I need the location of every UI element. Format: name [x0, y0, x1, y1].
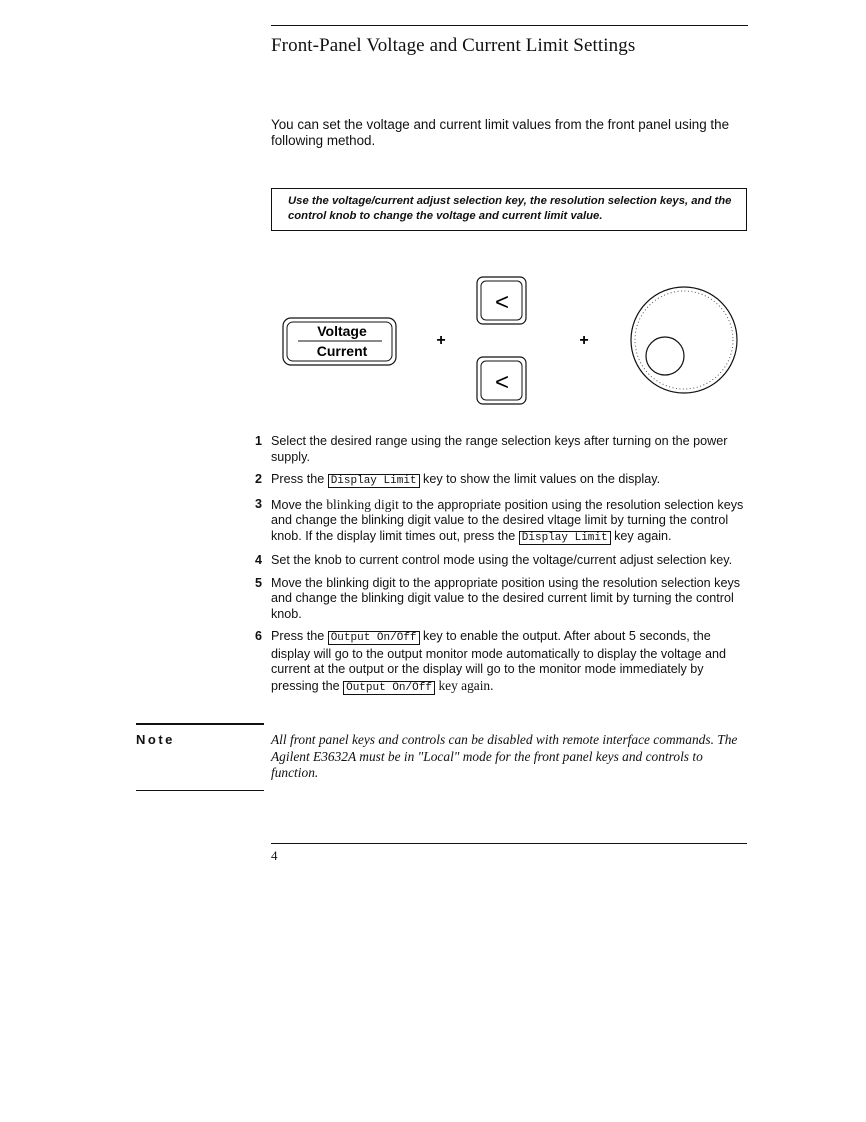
- key-label-voltage: Voltage: [317, 323, 367, 339]
- display-limit-key: Display Limit: [328, 474, 420, 488]
- front-panel-diagram: [270, 270, 750, 410]
- step-text: Set the knob to current control mode using the voltage/current adjust selection key.: [271, 553, 733, 567]
- output-on-off-key: Output On/Off: [343, 681, 435, 695]
- control-knob-icon: [631, 287, 737, 393]
- left-arrow-icon: <: [494, 369, 510, 396]
- top-rule: [271, 25, 748, 26]
- plus-sign-left: +: [436, 332, 446, 349]
- step-number: 2: [255, 472, 263, 486]
- section-title: Front-Panel Voltage and Current Limit Settings: [271, 35, 636, 56]
- step-text: Press the: [271, 472, 325, 486]
- step-3: [255, 497, 749, 547]
- step-text: key again.: [438, 677, 494, 693]
- note-bottom-rule: [136, 790, 264, 791]
- note-label: Note: [136, 732, 175, 747]
- output-on-off-key: Output On/Off: [328, 631, 420, 645]
- footer-rule: [271, 843, 747, 844]
- step-text: key to enable the output. After about 5 seconds, the display will go to the output monitor mode automatically to display the voltage and current at the output or the display will go to the monitor mode immediately by pressing the: [271, 629, 727, 693]
- page-number: 4: [271, 848, 278, 863]
- step-text: Move the: [271, 497, 323, 512]
- plus-sign-right: +: [579, 332, 589, 349]
- callout-text: Use the voltage/current adjust selection key, the resolution selection keys, and the control knob to change the voltage and current limit value.: [288, 195, 732, 222]
- note-top-rule: [136, 723, 264, 725]
- left-arrow-icon: <: [494, 289, 510, 316]
- callout-box: [271, 188, 747, 231]
- step-2: [255, 472, 749, 490]
- voltage-current-key: [283, 318, 396, 365]
- step-text: key again.: [614, 528, 672, 543]
- step-number: 6: [255, 629, 263, 643]
- resolution-key-bottom: [477, 357, 526, 404]
- resolution-key-top: [477, 277, 526, 324]
- note-text: All front panel keys and controls can be disabled with remote interface commands. The Agilent E3632A must be in "Local" mode for the front panel keys and controls to function.: [271, 732, 738, 780]
- step-number: 4: [255, 553, 263, 567]
- step-number: 5: [255, 575, 263, 590]
- step-number: 1: [255, 434, 263, 448]
- display-limit-key: Display Limit: [519, 531, 611, 545]
- intro-paragraph: You can set the voltage and current limit values from the front panel using the following method.: [271, 117, 730, 148]
- procedure-steps: [255, 434, 749, 703]
- step-6: [255, 629, 749, 696]
- step-text: Select the desired range using the range selection keys after turning on the power supply.: [271, 434, 728, 464]
- step-number: 3: [255, 496, 263, 511]
- step-text-emphasis: blinking digit: [326, 496, 399, 512]
- step-text: Move the blinking digit to the appropriate position using the resolution selection keys and change the blinking digit value to the desired current limit by turning the control knob.: [271, 575, 741, 621]
- step-text: to the appropriate position using the resolution selection keys and change the blinking digit value to the desired vltage limit by turning the control knob. If the display limit times out, press the: [271, 497, 744, 543]
- step-4: [255, 553, 749, 569]
- step-text: Press the: [271, 629, 325, 643]
- step-5: [255, 576, 749, 623]
- key-label-current: Current: [316, 343, 368, 359]
- step-text: key to show the limit values on the display.: [423, 472, 661, 486]
- step-1: [255, 434, 749, 465]
